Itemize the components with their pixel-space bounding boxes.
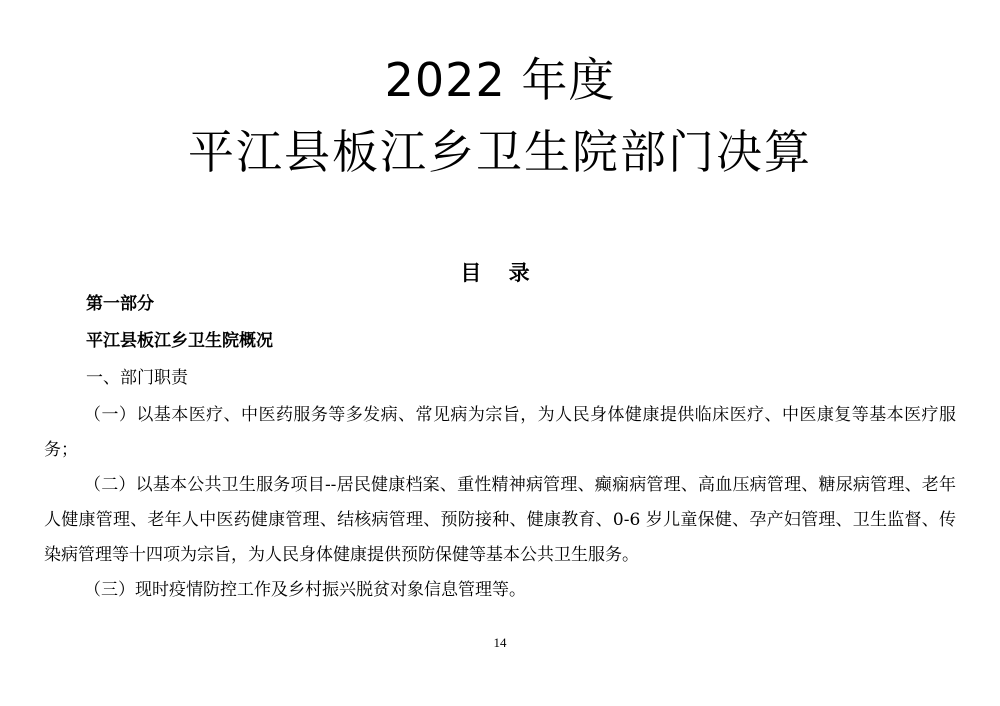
paragraph-duty-3: （三）现时疫情防控工作及乡村振兴脱贫对象信息管理等。	[84, 580, 526, 600]
part-label: 第一部分	[86, 294, 154, 314]
paragraph-duty-1: （一）以基本医疗、中医药服务等多发病、常见病为宗旨，为人民身体健康提供临床医疗、中医康复等基本医疗服务；	[44, 405, 956, 460]
page-number: 14	[493, 635, 507, 650]
title-year: 2022 年度	[384, 53, 616, 107]
page-title: 平江县板江乡卫生院部门决算	[188, 125, 812, 179]
paragraph-duty-2: （二）以基本公共卫生服务项目--居民健康档案、重性精神病管理、癫痫病管理、高血压病管理、糖尿病管理、老年人健康管理、老年人中医药健康管理、结核病管理、预防接种、健康教育、0-6 岁儿童保健、孕产妇管理、卫生监督、传染病管理等十四项为宗旨，为人民身体健康提供预防保健等基本公共卫生服务。	[44, 475, 956, 565]
section-heading: 一、部门职责	[86, 368, 188, 388]
toc-heading: 目 录	[460, 261, 540, 285]
part-title: 平江县板江乡卫生院概况	[86, 331, 273, 351]
